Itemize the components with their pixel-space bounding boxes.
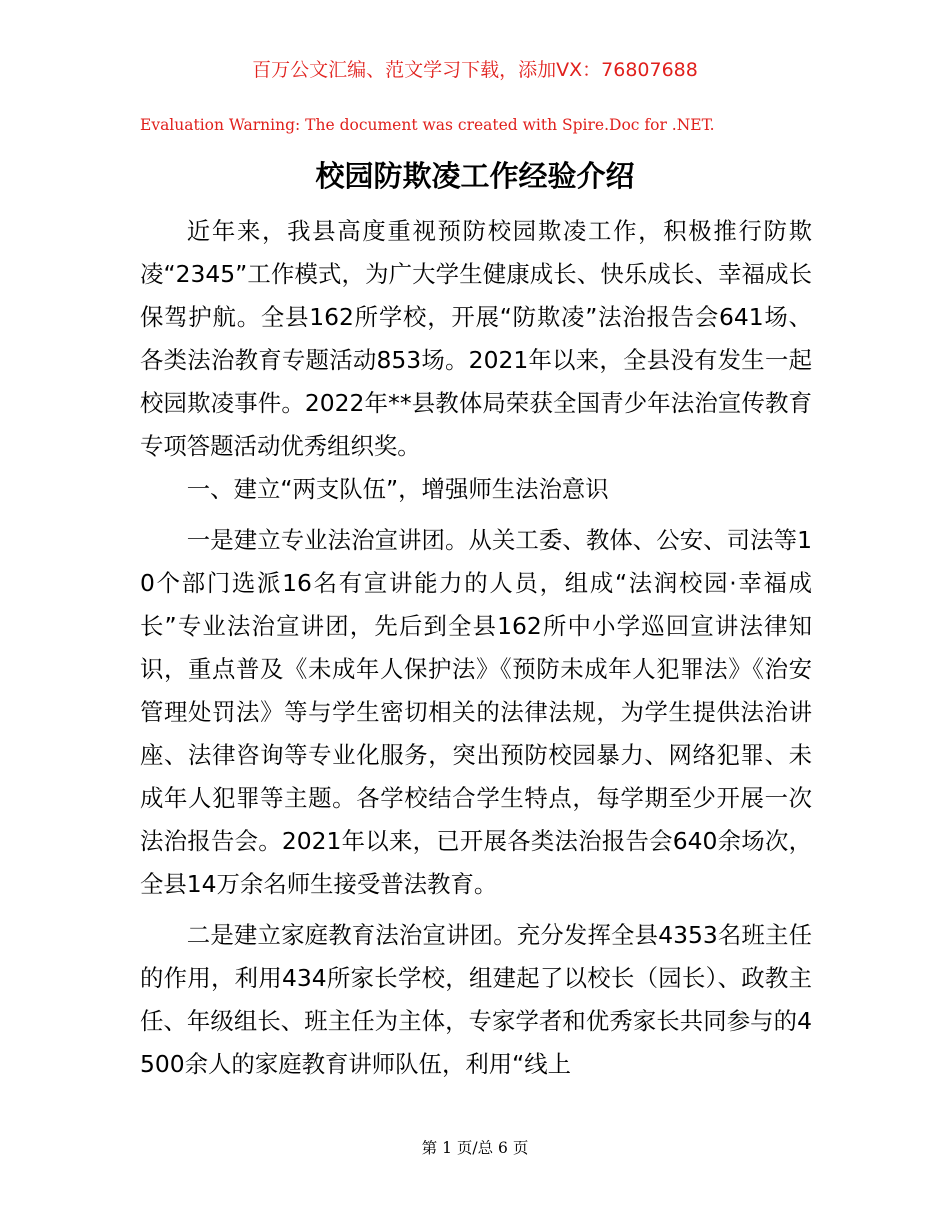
body-paragraph: 二是建立家庭教育法治宣讲团。充分发挥全县4353名班主任的作用，利用434所家长学校，组建起了以校长（园长）、政教主任、年级组长、班主任为主体，专家学者和优秀家长共同参与的4500余人的家庭教育讲师队伍，利用“线上: [140, 921, 812, 1078]
document-title: 校园防欺凌工作经验介绍: [315, 159, 635, 193]
page-number: 第 1 页/总 6 页: [421, 1139, 529, 1157]
body-paragraph: 一是建立专业法治宣讲团。从关工委、教体、公安、司法等10个部门选派16名有宣讲能力的人员，组成“法润校园·幸福成长”专业法治宣讲团，先后到全县162所中小学巡回宣讲法律知识，重点普及《未成年人保护法》《预防未成年人犯罪法》《治安管理处罚法》等与学生密切相关的法律法规，为学生提供法治讲座、法律咨询等专业化服务，突出预防校园暴力、网络犯罪、未成年人犯罪等主题。各学校结合学生特点，每学期至少开展一次法治报告会。2021年以来，已开展各类法治报告会640余场次，全县14万余名师生接受普法教育。: [140, 526, 812, 898]
section-heading: 一、建立“两支队伍”，增强师生法治意识: [186, 475, 609, 503]
intro-paragraph: 近年来，我县高度重视预防校园欺凌工作，积极推行防欺凌“2345”工作模式，为广大学生健康成长、快乐成长、幸福成长保驾护航。全县162所学校，开展“防欺凌”法治报告会641场、各类法治教育专题活动853场。2021年以来，全县没有发生一起校园欺凌事件。2022年**县教体局荣获全国青少年法治宣传教育专项答题活动优秀组织奖。: [140, 217, 812, 460]
document-body: [140, 210, 812, 1086]
header-banner: 百万公文汇编、范文学习下载，添加VX：76807688: [252, 59, 698, 81]
evaluation-warning: Evaluation Warning: The document was created with Spire.Doc for .NET.: [140, 116, 715, 134]
